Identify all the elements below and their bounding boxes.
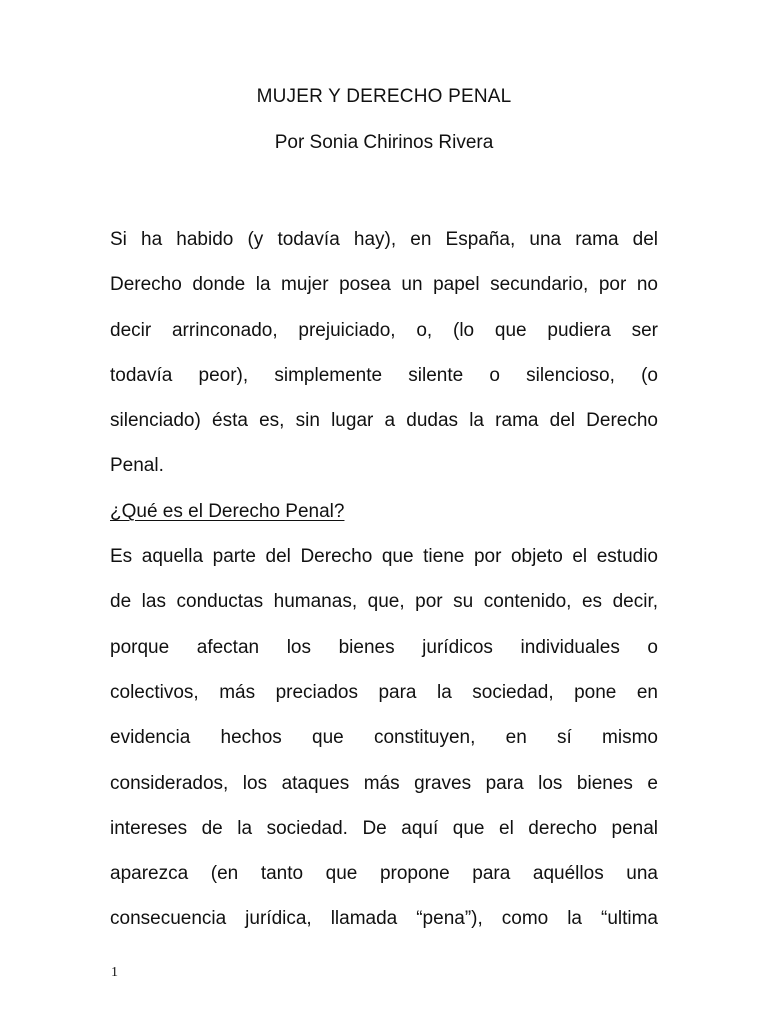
section-heading: ¿Qué es el Derecho Penal?: [110, 500, 345, 522]
paragraph-1-line-2: Derecho donde la mujer posea un papel secundario, por no: [110, 274, 658, 296]
paragraph-2-line-2: de las conductas humanas, que, por su contenido, es decir,: [110, 591, 658, 613]
paragraph-2-line-6: considerados, los ataques más graves para los bienes e: [110, 772, 658, 794]
paragraph-2-line-8: aparezca (en tanto que propone para aquéllos una: [110, 863, 658, 885]
paragraph-2-line-7: intereses de la sociedad. De aquí que el derecho penal: [110, 817, 658, 839]
paragraph-2-line-9: consecuencia jurídica, llamada “pena”), como la “ultima: [110, 908, 658, 930]
paragraph-1-line-5: silenciado) ésta es, sin lugar a dudas la rama del Derecho: [110, 410, 658, 432]
page-number: 1: [111, 965, 118, 980]
paragraph-2-line-3: porque afectan los bienes jurídicos individuales o: [110, 636, 658, 658]
paragraph-1-line-3: decir arrinconado, prejuiciado, o, (lo que pudiera ser: [110, 319, 658, 341]
document-author: Por Sonia Chirinos Rivera: [274, 132, 494, 153]
paragraph-2-line-4: colectivos, más preciados para la sociedad, pone en: [110, 681, 658, 703]
paragraph-1-line-4: todavía peor), simplemente silente o silencioso, (o: [110, 364, 658, 386]
document-title: MUJER Y DERECHO PENAL: [256, 86, 512, 107]
paragraph-1-line-6: Penal.: [110, 455, 164, 477]
paragraph-1-line-1: Si ha habido (y todavía hay), en España, una rama del: [110, 229, 658, 250]
document-body: [110, 217, 658, 942]
paragraph-2-line-5: evidencia hechos que constituyen, en sí mismo: [110, 727, 658, 749]
paragraph-2-line-1: Es aquella parte del Derecho que tiene por objeto el estudio: [110, 546, 658, 568]
